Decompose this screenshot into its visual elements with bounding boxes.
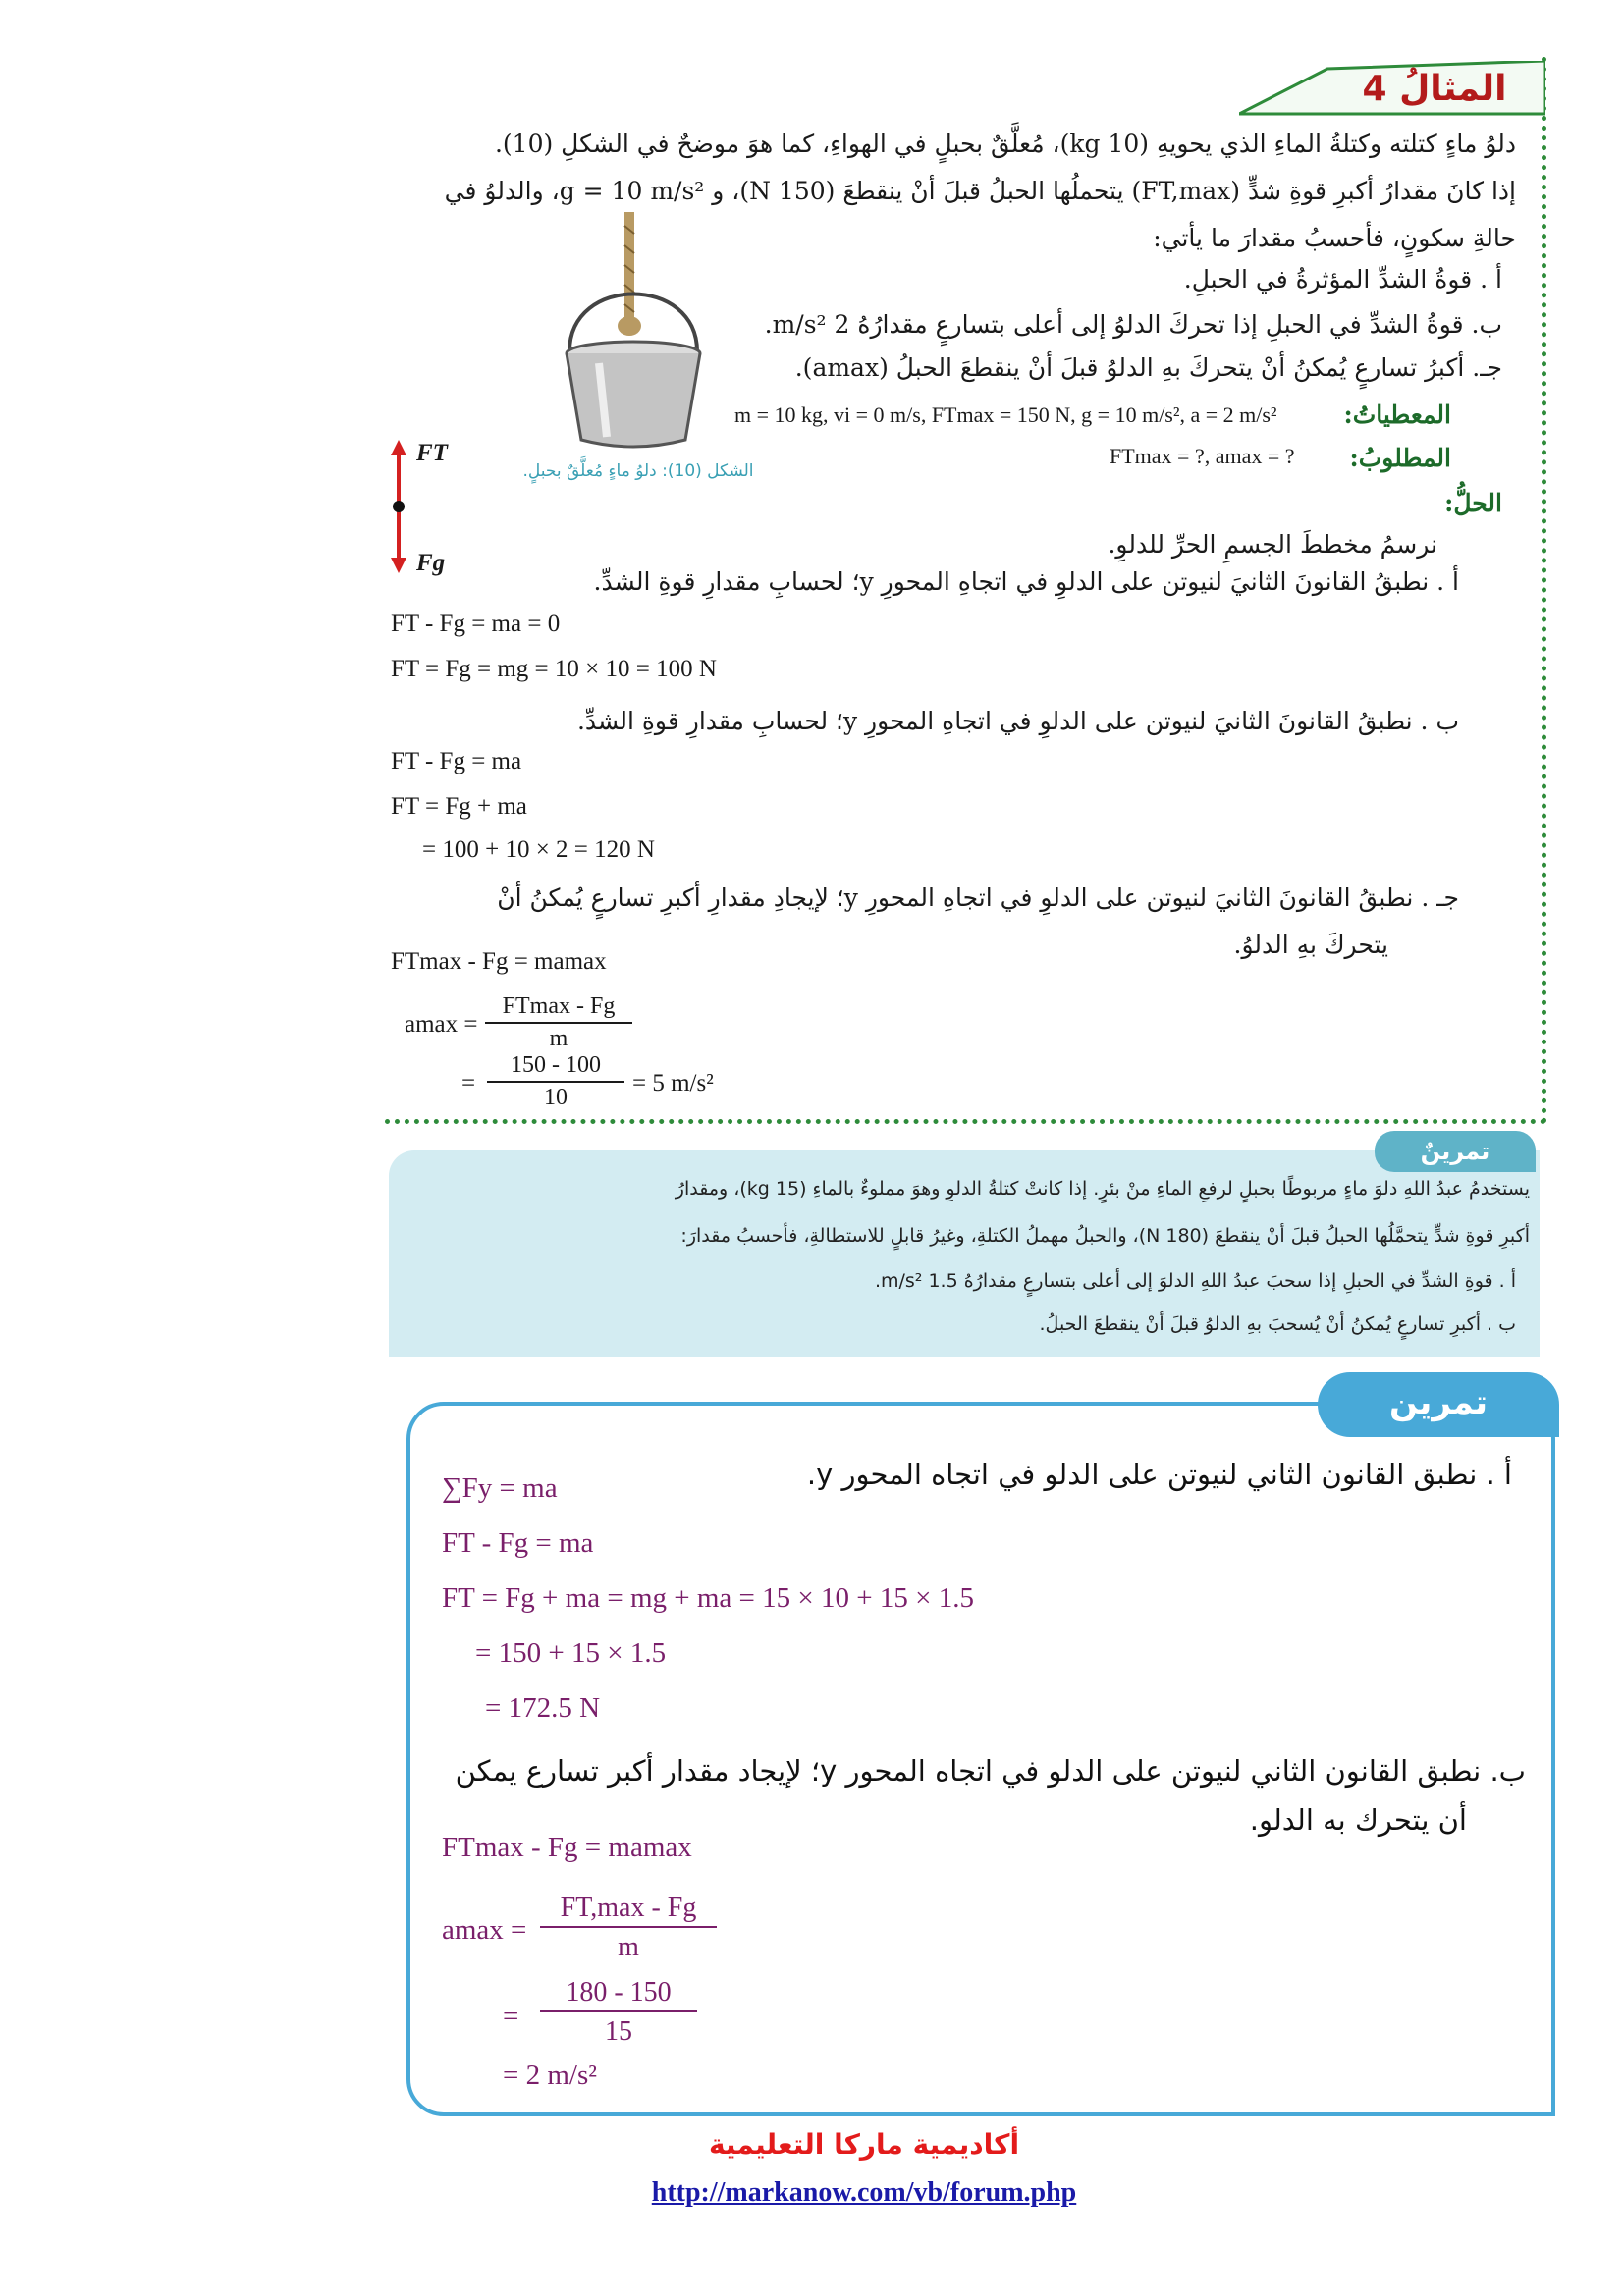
step-a-text: أ . نطبقُ القانونَ الثانيَ لنيوتن على الدلوِ في اتجاهِ المحورِ y؛ لحسابِ مقدارِ قوةِ الشدِّ. [593,567,1459,596]
training-line-1: يستخدمُ عبدُ اللهِ دلوَ ماءٍ مربوطًا بحبلٍ لرفعِ الماءِ منْ بئرٍ. إذا كانتْ كتلةُ الدلوِ وهوَ مملوءٌ بالماءِ (15 kg)، ومقدارُ [675,1178,1530,1200]
eq-b2: FT = Fg + ma [391,793,527,820]
bucket-illustration [560,206,707,452]
solution-eq-5: = 172.5 N [485,1692,601,1724]
eq-c2-fraction [485,993,632,1052]
eq-c2-numerator: FTmax - Fg [485,993,632,1024]
eq-c3-equals: = [461,1070,476,1096]
example-title: المثالُ 4 [1362,69,1507,109]
solution-eq-6: FTmax - Fg = mamax [442,1832,692,1863]
problem-part-b: ب. قوةُ الشدِّ في الحبلِ إذا تحركَ الدلوُ إلى أعلى بتسارعٍ مقدارُهُ 2 m/s². [764,310,1502,339]
solution-eq-3: FT = Fg + ma = mg + ma = 15 × 10 + 15 × 1.5 [442,1582,974,1614]
figure-caption: الشكل (10): دلوُ ماءٍ مُعلَّقٌ بحبلٍ. [522,461,754,481]
step-b-text: ب . نطبقُ القانونَ الثانيَ لنيوتن على الدلوِ في اتجاهِ المحورِ y؛ لحسابِ مقدارِ قوةِ الشدِّ. [576,707,1459,735]
problem-line-2: إذا كانَ مقدارُ أكبرِ قوةِ شدٍّ (FT,max) يتحملُها الحبلُ قبلَ أنْ ينقطعَ (150 N)، و g = 10 m/s²، والدلوُ في [444,177,1516,205]
footer-url-link[interactable]: http://markanow.com/vb/forum.php [651,2177,1077,2208]
training-line-4: ب . أكبرِ تسارعٍ يُمكنُ أنْ يُسحبَ بهِ الدلوُ قبلَ أنْ ينقطعَ الحبلُ. [1039,1313,1516,1335]
step-c-text-2: يتحركَ بهِ الدلوُ. [1233,931,1388,959]
eq-a1: FT - Fg = ma = 0 [391,611,561,637]
solution-eq-1: ∑Fy = ma [442,1472,558,1504]
training-label: تمرينٌ [1375,1131,1536,1172]
eq-b3: = 100 + 10 × 2 = 120 N [422,836,655,863]
solution-eq-8-fraction [540,1977,697,2048]
eq-c2-denominator: m [549,1026,568,1051]
fbd-gravity-label: Fg [416,550,446,576]
solution-intro: نرسمُ مخططَ الجسمِ الحرِّ للدلوِ. [1108,530,1437,559]
eq-c3-numerator: 150 - 100 [487,1052,624,1083]
eq-c3-result: = 5 m/s² [632,1070,714,1096]
eq-c2-lhs: amax = [405,1011,478,1038]
solution-label: الحلُّ: [1444,489,1502,517]
eq-b1: FT - Fg = ma [391,748,522,774]
solution-eq-8-numerator: 180 - 150 [540,1977,697,2012]
eq-a2: FT = Fg = mg = 10 × 10 = 100 N [391,656,717,682]
solution-eq-7-fraction [540,1893,717,1963]
problem-line-3: حالةِ سكونٍ، فأحسبُ مقدارَ ما يأتي: [1153,224,1516,252]
required-value: FTmax = ?, amax = ? [1110,444,1295,468]
solution-step-b-1: ب. نطبق القانون الثاني لنيوتن على الدلو في اتجاه المحور y؛ لإيجاد مقدار أكبر تسارع يمكن [455,1754,1526,1788]
solution-box-label: تمرين [1318,1372,1559,1437]
problem-part-a: أ . قوةُ الشدِّ المؤثرةُ في الحبلِ. [1183,265,1502,294]
solution-eq-9: = 2 m/s² [503,2059,597,2091]
step-c-text-1: جـ . نطبقُ القانونَ الثانيَ لنيوتن على الدلوِ في اتجاهِ المحورِ y؛ لإيجادِ مقدارِ أكبرِ تسارعٍ يُمكنُ أنْ [497,883,1459,912]
solution-eq-7-lhs: amax = [442,1914,527,1946]
eq-c3-fraction [487,1052,624,1111]
training-line-3: أ . قوةِ الشدِّ في الحبلِ إذا سحبَ عبدُ اللهِ الدلوَ إلى أعلى بتسارعٍ مقدارُهُ 1.5 m/s². [874,1270,1516,1292]
problem-part-c: جـ. أكبرُ تسارعٍ يُمكنُ أنْ يتحركَ بهِ الدلوُ قبلَ أنْ ينقطعَ الحبلُ (amax). [794,353,1502,382]
footer-academy-name: أكاديمية ماركا التعليمية [708,2128,1020,2161]
training-line-2: أكبرِ قوةِ شدٍّ يتحمَّلُها الحبلُ قبلَ أنْ ينقطعَ (180 N)، والحبلُ مهملُ الكتلةِ، وغيرُ قابلٍ للاستطالةِ، فأحسبُ مقدارَ: [680,1225,1530,1247]
givens-value: m = 10 kg, vi = 0 m/s, FTmax = 150 N, g = 10 m/s², a = 2 m/s² [734,402,1277,427]
solution-eq-7-numerator: FT,max - Fg [540,1893,717,1928]
solution-step-a: أ . نطبق القانون الثاني لنيوتن على الدلو في اتجاه المحور y. [806,1458,1512,1491]
problem-line-1: دلوُ ماءٍ كتلته وكتلةُ الماءِ الذي يحويهِ (10 kg)، مُعلَّقٌ بحبلٍ في الهواءِ، كما هوَ موضحٌ في الشكلِ (10). [494,130,1516,158]
solution-eq-7-denominator: m [618,1932,639,1962]
solution-step-b-2: أن يتحرك به الدلو. [1249,1803,1467,1837]
givens-label: المعطياتُ: [1343,400,1451,429]
solution-eq-2: FT - Fg = ma [442,1527,594,1559]
solution-eq-4: = 150 + 15 × 1.5 [475,1637,667,1669]
solution-eq-8-equals: = [503,2001,519,2032]
required-label: المطلوبُ: [1349,444,1451,472]
eq-c3-denominator: 10 [544,1085,568,1110]
eq-c1: FTmax - Fg = mamax [391,948,607,975]
solution-eq-8-denominator: 15 [605,2016,632,2047]
fbd-tension-label: FT [416,440,448,466]
